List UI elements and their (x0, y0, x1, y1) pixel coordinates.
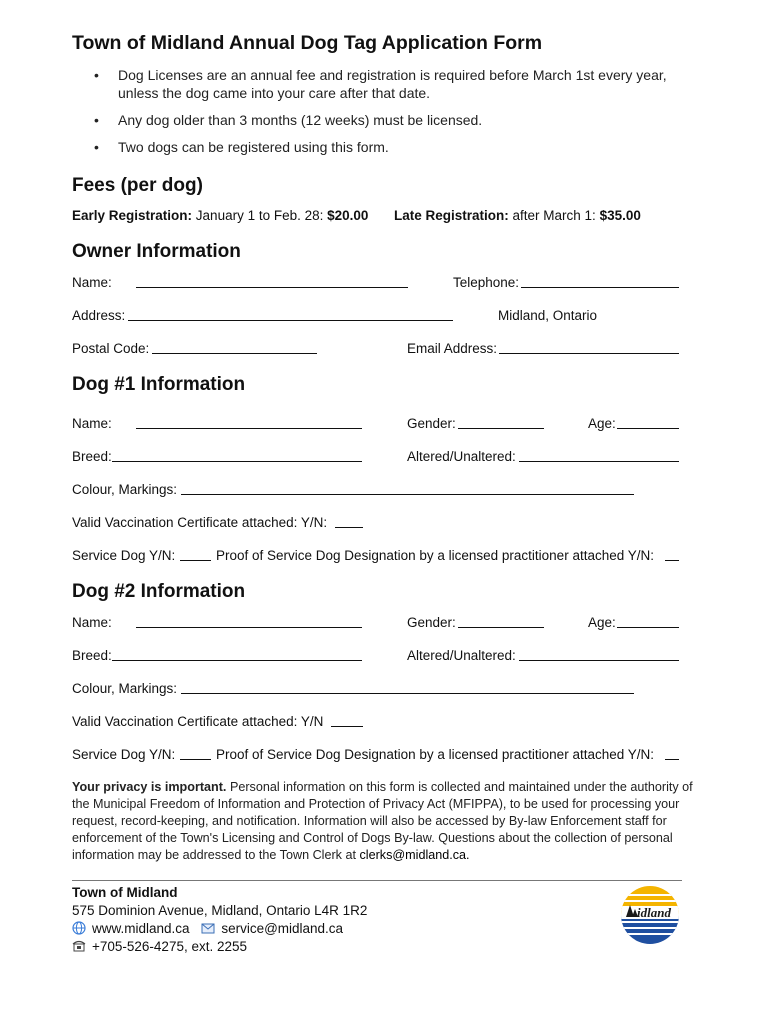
owner-postal-label: Postal Code: (72, 341, 150, 356)
dog1-name-field[interactable] (136, 428, 362, 429)
email-icon (201, 921, 215, 935)
dog2-name-label: Name: (72, 615, 112, 630)
bullet-item: • Dog Licenses are an annual fee and registration is required before March 1st every year, unless the dog came into your care after that date. (94, 67, 667, 101)
footer-org: Town of Midland (72, 885, 178, 900)
dog1-vaccination-field[interactable] (335, 527, 363, 528)
owner-email-field[interactable] (499, 353, 679, 354)
dog2-proof-field[interactable] (665, 759, 679, 760)
logo-wordmark: idland (637, 905, 671, 920)
owner-address-field[interactable] (128, 320, 453, 321)
privacy-notice: Your privacy is important. Personal information on this form is collected and maintained under the authority of the Municipal Freedom of Information and Protection of Privacy Act (MFIPPA), to be used for processing your request, record-keeping, and notification. Information will also be accessed by By-law Enforcement staff for enforcement of the Town's Licensing and Control of Dogs By-law. Questions about the collection of personal information may be addressed to the Town Clerk at clerks@midland.ca. (72, 780, 693, 862)
owner-telephone-label: Telephone: (453, 275, 520, 290)
form-title: Town of Midland Annual Dog Tag Application Form (72, 32, 543, 54)
dog1-service-field[interactable] (180, 560, 211, 561)
phone-number: +705-526-4275, ext. 2255 (92, 939, 247, 954)
owner-address-label: Address: (72, 308, 126, 323)
dog2-breed-label: Breed: (72, 648, 112, 663)
footer-address: 575 Dominion Avenue, Midland, Ontario L4R 1R2 (72, 903, 368, 918)
dog2-name-field[interactable] (136, 627, 362, 628)
bullet-item: • Any dog older than 3 months (12 weeks) must be licensed. (94, 112, 483, 128)
owner-telephone-field[interactable] (521, 287, 679, 288)
dog1-altered-field[interactable] (519, 461, 679, 462)
owner-name-field[interactable] (136, 287, 408, 288)
bullet-dot-icon: • (94, 112, 99, 128)
dog2-colour-label: Colour, Markings: (72, 681, 178, 696)
owner-city: Midland, Ontario (498, 308, 598, 323)
dog2-vaccination-field[interactable] (331, 726, 363, 727)
dog1-gender-label: Gender: (407, 416, 456, 431)
dog1-name-label: Name: (72, 416, 112, 431)
dog2-vaccination-label: Valid Vaccination Certificate attached: Y/N (72, 714, 324, 729)
dog1-vaccination-label: Valid Vaccination Certificate attached: Y/N: (72, 515, 328, 530)
footer-phone (72, 938, 247, 956)
intro-bullets (72, 66, 692, 165)
bullet-item: • Two dogs can be registered using this form. (94, 139, 389, 155)
dog2-breed-field[interactable] (112, 660, 362, 661)
late-registration: Late Registration: after March 1: $35.00 (394, 208, 641, 223)
dog1-breed-field[interactable] (112, 461, 362, 462)
owner-postal-field[interactable] (152, 353, 317, 354)
dog1-colour-label: Colour, Markings: (72, 482, 178, 497)
dog1-colour-field[interactable] (181, 494, 634, 495)
clerk-email-link[interactable]: clerks@midland.ca. (359, 848, 470, 862)
owner-email-label: Email Address: (407, 341, 498, 356)
dog2-service-label: Service Dog Y/N: (72, 747, 176, 762)
early-registration: Early Registration: January 1 to Feb. 28: $20.00 (72, 208, 369, 223)
dog2-age-field[interactable] (617, 627, 679, 628)
globe-icon (72, 921, 86, 935)
dog2-gender-field[interactable] (458, 627, 544, 628)
dog1-age-label: Age: (588, 416, 616, 431)
dog2-service-field[interactable] (180, 759, 211, 760)
dog2-altered-label: Altered/Unaltered: (407, 648, 516, 663)
dog1-age-field[interactable] (617, 428, 679, 429)
owner-heading: Owner Information (72, 241, 241, 262)
dog1-proof-field[interactable] (665, 560, 679, 561)
dog1-service-label: Service Dog Y/N: (72, 548, 176, 563)
dog1-proof-label: Proof of Service Dog Designation by a licensed practitioner attached Y/N: (216, 548, 654, 563)
dog2-age-label: Age: (588, 615, 616, 630)
dog1-heading: Dog #1 Information (72, 374, 246, 395)
bullet-dot-icon: • (94, 67, 99, 83)
owner-name-label: Name: (72, 275, 112, 290)
midland-logo (620, 885, 680, 945)
dog2-gender-label: Gender: (407, 615, 456, 630)
dog2-heading: Dog #2 Information (72, 581, 246, 602)
service-email-link[interactable]: service@midland.ca (221, 921, 344, 936)
dog2-altered-field[interactable] (519, 660, 679, 661)
dog1-breed-label: Breed: (72, 449, 112, 464)
dog2-proof-label: Proof of Service Dog Designation by a licensed practitioner attached Y/N: (216, 747, 654, 762)
dog1-altered-label: Altered/Unaltered: (407, 449, 516, 464)
bullet-dot-icon: • (94, 139, 99, 155)
dog1-gender-field[interactable] (458, 428, 544, 429)
dog2-colour-field[interactable] (181, 693, 634, 694)
website-link[interactable]: www.midland.ca (92, 921, 190, 936)
footer-divider (72, 880, 682, 881)
fees-heading: Fees (per dog) (72, 175, 203, 196)
phone-icon (72, 939, 86, 953)
footer-contacts (72, 920, 343, 938)
